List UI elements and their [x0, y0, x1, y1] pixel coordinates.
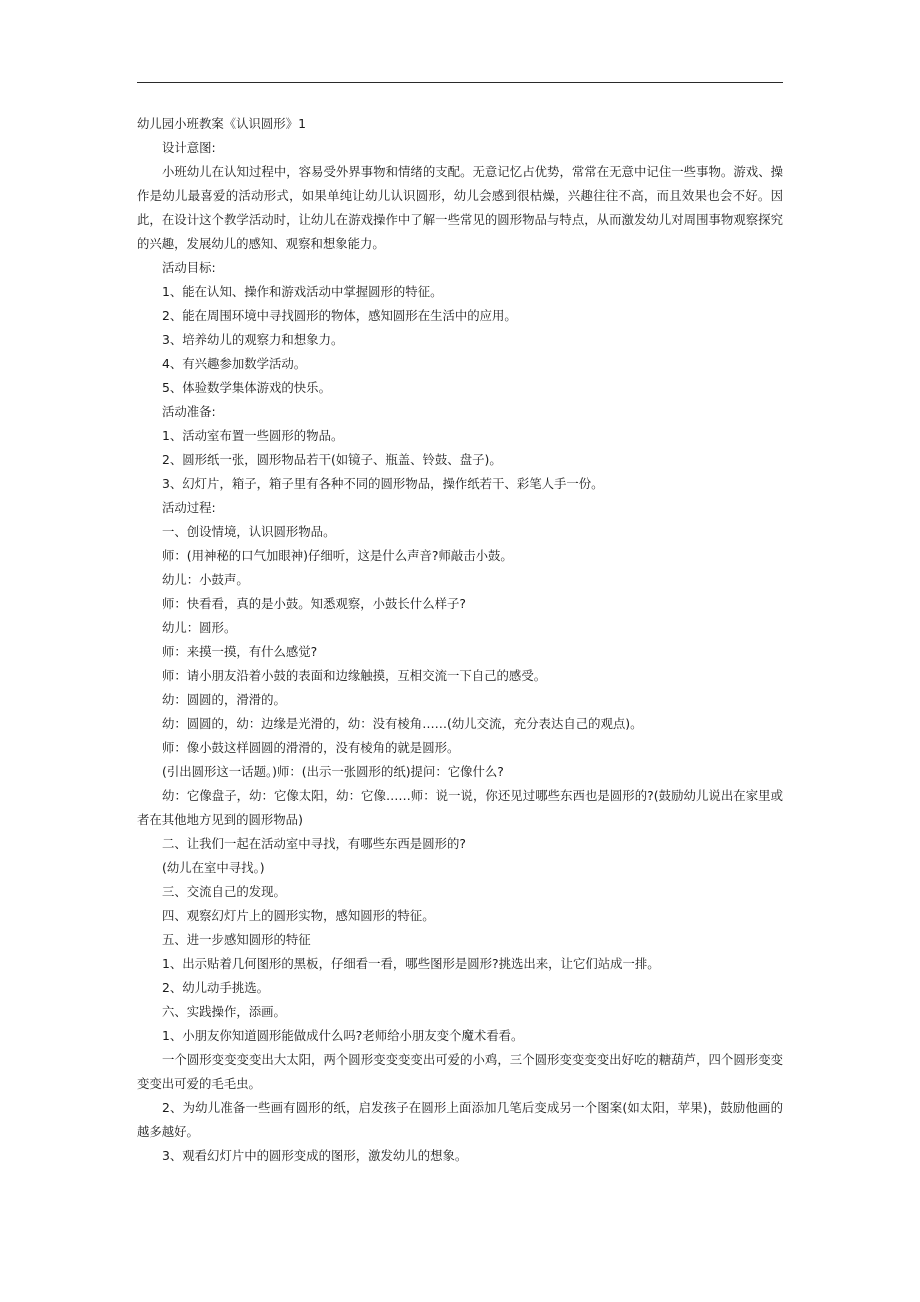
process-paragraph: 一个圆形变变变变出大太阳，两个圆形变变变变出可爱的小鸡，三个圆形变变变变出好吃的糖葫芦，四个圆形变变变变出可爱的毛毛虫。: [137, 1052, 783, 1091]
process-line: 1、小朋友你知道圆形能做成什么吗?老师给小朋友变个魔术看看。: [162, 1028, 524, 1043]
header-rule: [137, 82, 783, 83]
prep-item: 1、活动室布置一些圆形的物品。: [162, 428, 344, 443]
process-line: 师：快看看，真的是小鼓。知悉观察，小鼓长什么样子?: [162, 596, 466, 611]
process-line: (幼儿在室中寻找。): [162, 860, 265, 875]
process-line: 一、创设情境，认识圆形物品。: [162, 524, 336, 539]
goal-item: 2、能在周围环境中寻找圆形的物体，感知圆形在生活中的应用。: [162, 308, 517, 323]
process-line: 幼：圆圆的，幼：边缘是光滑的，幼：没有棱角……(幼儿交流，充分表达自己的观点)。: [162, 716, 643, 731]
process-heading: 活动过程:: [162, 500, 216, 515]
process-line: 五、进一步感知圆形的特征: [162, 932, 311, 947]
prep-item: 2、圆形纸一张，圆形物品若干(如镜子、瓶盖、铃鼓、盘子)。: [162, 452, 502, 467]
process-line: 3、观看幻灯片中的圆形变成的图形，激发幼儿的想象。: [162, 1148, 468, 1163]
process-line: 四、观察幻灯片上的圆形实物，感知圆形的特征。: [162, 908, 435, 923]
process-line: 幼儿：小鼓声。: [162, 572, 249, 587]
prep-item: 3、幻灯片，箱子，箱子里有各种不同的圆形物品，操作纸若干、彩笔人手一份。: [162, 476, 604, 491]
process-line: 1、出示贴着几何图形的黑板，仔细看一看，哪些图形是圆形?挑选出来，让它们站成一排。: [162, 956, 660, 971]
goal-item: 3、培养幼儿的观察力和想象力。: [162, 332, 344, 347]
process-line: 幼：圆圆的，滑滑的。: [162, 692, 286, 707]
process-line: 2、幼儿动手挑选。: [162, 980, 270, 995]
process-line: 六、实践操作，添画。: [162, 1004, 286, 1019]
process-line: 幼儿：圆形。: [162, 620, 237, 635]
document-title: 幼儿园小班教案《认识圆形》1: [137, 116, 306, 131]
process-paragraph: 2、为幼儿准备一些画有圆形的纸，启发孩子在圆形上面添加几笔后变成另一个图案(如太阳，苹果)，鼓励他画的越多越好。: [137, 1100, 783, 1139]
prep-heading: 活动准备:: [162, 404, 216, 419]
document-body: [137, 112, 783, 1168]
process-line: 师：来摸一摸，有什么感觉?: [162, 644, 318, 659]
goal-item: 1、能在认知、操作和游戏活动中掌握圆形的特征。: [162, 284, 443, 299]
process-paragraph: 幼：它像盘子，幼：它像太阳，幼：它像……师：说一说，你还见过哪些东西也是圆形的?(鼓励幼儿说出在家里或者在其他地方见到的圆形物品): [137, 788, 783, 827]
process-line: 师：像小鼓这样圆圆的滑滑的，没有棱角的就是圆形。: [162, 740, 460, 755]
goal-item: 5、体验数学集体游戏的快乐。: [162, 380, 331, 395]
process-line: (引出圆形这一话题。)师：(出示一张圆形的纸)提问：它像什么?: [162, 764, 504, 779]
design-intent-heading: 设计意图:: [162, 140, 216, 155]
goal-item: 4、有兴趣参加数学活动。: [162, 356, 307, 371]
design-intent-paragraph: 小班幼儿在认知过程中，容易受外界事物和情绪的支配。无意记忆占优势，常常在无意中记住一些事物。游戏、操作是幼儿最喜爱的活动形式，如果单纯让幼儿认识圆形，幼儿会感到很枯燥，兴趣往往不高，而且效果也会不好。因此，在设计这个教学活动时，让幼儿在游戏操作中了解一些常见的圆形物品与特点，从而激发幼儿对周围事物观察探究的兴趣，发展幼儿的感知、观察和想象能力。: [137, 164, 783, 251]
process-line: 三、交流自己的发现。: [162, 884, 286, 899]
goals-heading: 活动目标:: [162, 260, 216, 275]
process-line: 二、让我们一起在活动室中寻找，有哪些东西是圆形的?: [162, 836, 466, 851]
process-line: 师：请小朋友沿着小鼓的表面和边缘触摸，互相交流一下自己的感受。: [162, 668, 547, 683]
process-line: 师：(用神秘的口气加眼神)仔细听，这是什么声音?师敲击小鼓。: [162, 548, 513, 563]
